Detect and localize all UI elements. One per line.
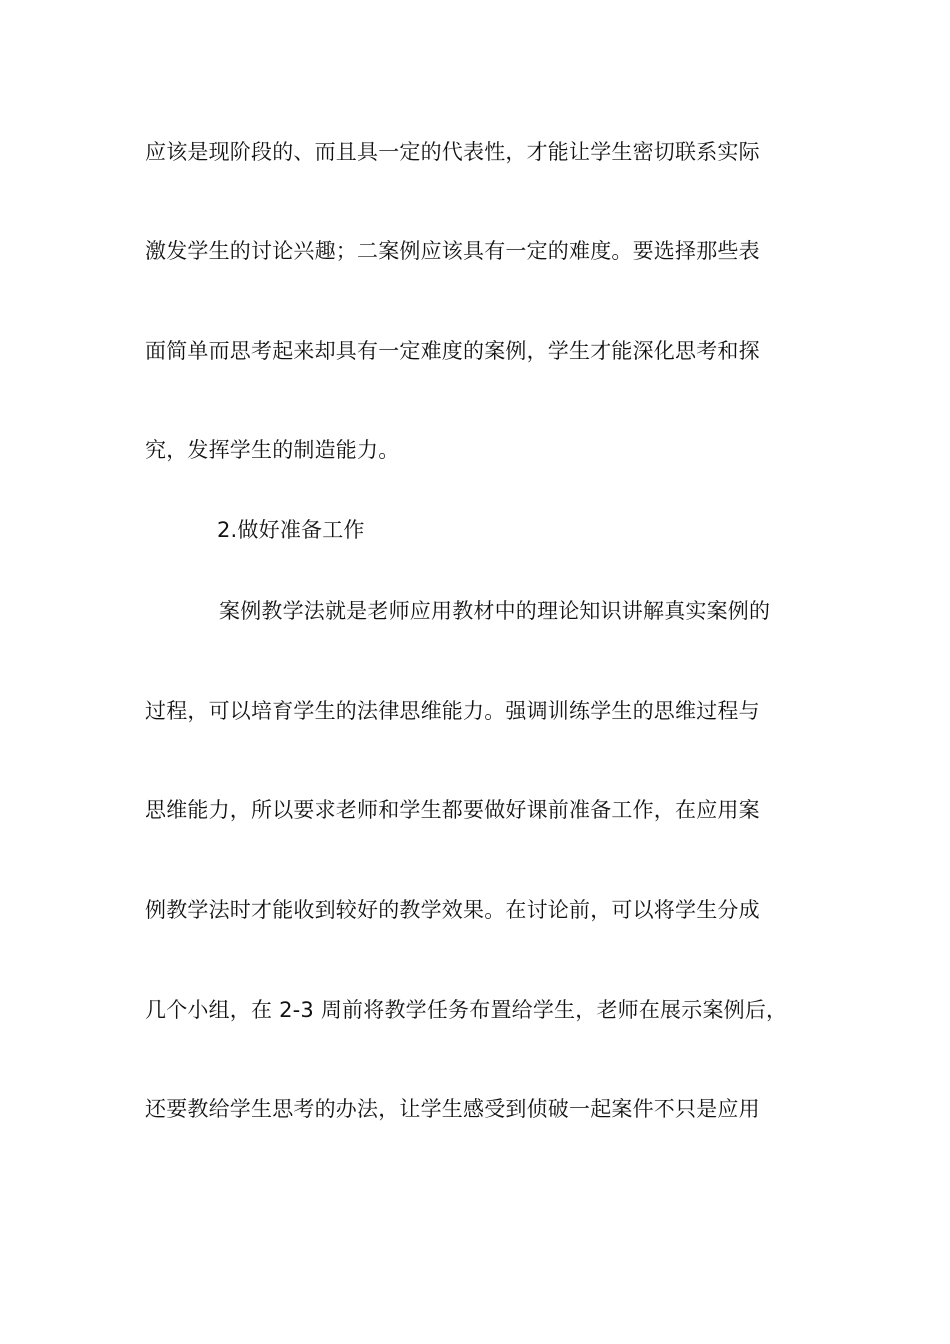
text-line: 思维能力，所以要求老师和学生都要做好课前准备工作，在应用案 [145, 798, 760, 822]
text-line: 究，发挥学生的制造能力。 [145, 438, 400, 462]
text-line: 应该是现阶段的、而且具一定的代表性，才能让学生密切联系实际 [145, 140, 760, 164]
text-line: 例教学法时才能收到较好的教学效果。在讨论前，可以将学生分成 [145, 898, 760, 922]
text-line: 还要教给学生思考的办法，让学生感受到侦破一起案件不只是应用 [145, 1097, 760, 1121]
section-heading: 2.做好准备工作 [217, 518, 365, 542]
text-line: 过程，可以培育学生的法律思维能力。强调训练学生的思维过程与 [145, 699, 760, 723]
text-line: 面简单而思考起来却具有一定难度的案例，学生才能深化思考和探 [145, 339, 760, 363]
text-line: 几个小组，在 2-3 周前将教学任务布置给学生，老师在展示案例后， [145, 998, 788, 1022]
text-line: 激发学生的讨论兴趣；二案例应该具有一定的难度。要选择那些表 [145, 239, 760, 263]
text-line: 案例教学法就是老师应用教材中的理论知识讲解真实案例的 [219, 599, 771, 623]
